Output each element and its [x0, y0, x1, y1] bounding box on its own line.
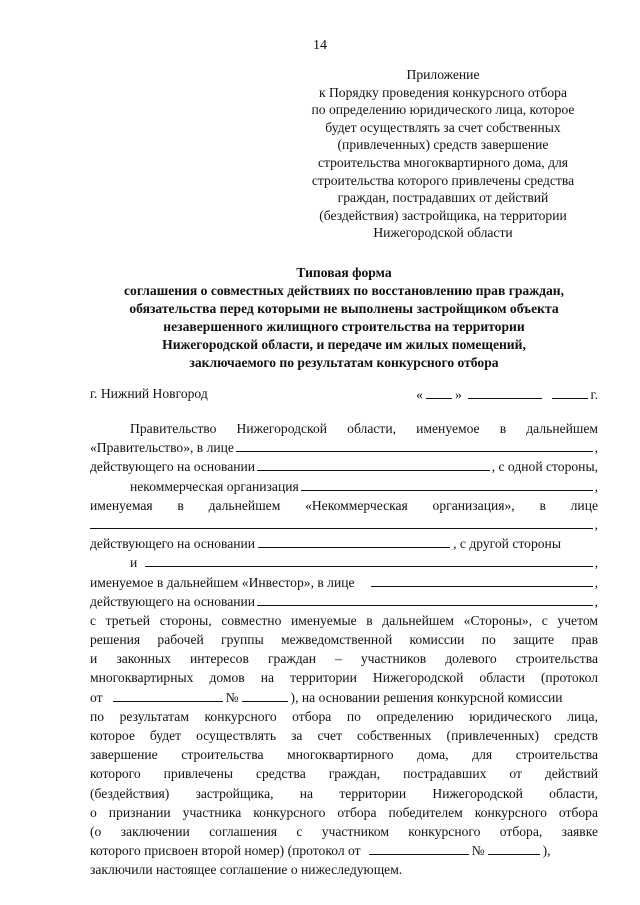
- title-line: обязательства перед которыми не выполнены застройщиком объекта: [129, 301, 559, 316]
- body-line: [90, 534, 598, 553]
- body-line: [90, 592, 598, 611]
- text: ,: [594, 555, 598, 571]
- organization-blank[interactable]: [301, 478, 593, 491]
- protocol-number-blank[interactable]: [488, 842, 540, 855]
- body-line: (о заключении соглашения с участником конкурсного отбора, заявке: [90, 823, 598, 839]
- body-line: [90, 515, 598, 534]
- title-line: соглашения о совместных действиях по восстановлению прав граждан,: [123, 283, 564, 298]
- body-line: [90, 688, 598, 707]
- text: которого присвоен второй номер) (протокол от: [90, 843, 361, 859]
- body-line: и законных интересов граждан – участников долевого строительства: [90, 651, 598, 667]
- quote-close: »: [454, 387, 462, 402]
- year-blank[interactable]: [552, 386, 588, 399]
- body-line: [90, 477, 598, 496]
- appendix-block: [288, 66, 598, 242]
- body-line: которое будет осуществлять за счет собственных (привлеченных) средств: [90, 728, 598, 743]
- title-line: незавершенного жилищного строительства на территории: [163, 319, 525, 334]
- appendix-line: Нижегородской области: [373, 225, 513, 241]
- body-line: [90, 841, 598, 860]
- basis-blank[interactable]: [258, 535, 450, 548]
- basis-blank[interactable]: [257, 593, 593, 606]
- month-blank[interactable]: [468, 386, 542, 399]
- text: №: [471, 843, 485, 859]
- agreement-body: [90, 419, 598, 880]
- representative-blank[interactable]: [371, 574, 593, 587]
- place: г. Нижний Новгород: [90, 386, 208, 401]
- appendix-line: будет осуществлять за счет собственных: [325, 119, 561, 135]
- text: действующего на основании: [90, 536, 256, 552]
- title-line: Нижегородской области, и передаче им жилых помещений,: [162, 337, 526, 352]
- body-line: [90, 553, 598, 572]
- text: именуемое в дальнейшем «Инвестор», в лице: [90, 574, 355, 590]
- title-line: заключаемого по результатам конкурсного отбора: [189, 355, 499, 370]
- text: ,: [594, 574, 598, 590]
- text: и: [130, 555, 138, 571]
- appendix-line: граждан, пострадавших от действий: [337, 190, 549, 206]
- body-line: завершение строительства многоквартирного дома, для строительства: [90, 747, 598, 763]
- body-line: [90, 438, 598, 457]
- body-line: которого привлечены средства граждан, пострадавших от действий: [90, 766, 598, 782]
- document-title: [90, 264, 598, 372]
- date-field: [416, 386, 598, 403]
- year-suffix: г.: [590, 387, 598, 402]
- appendix-line: строительства которого привлечены средства: [311, 172, 575, 188]
- body-line: (бездействия) застройщика, на территории Нижегородской области,: [90, 785, 598, 801]
- place-date-line: [90, 386, 598, 402]
- text: ),: [542, 843, 551, 859]
- appendix-line: строительства многоквартирного дома, для: [317, 154, 569, 170]
- representative-blank[interactable]: [236, 439, 593, 452]
- protocol-date-blank[interactable]: [113, 689, 223, 702]
- text: ,: [594, 516, 598, 532]
- text: действующего на основании: [90, 459, 256, 475]
- text: ,: [594, 440, 598, 456]
- text: действующего на основании: [90, 593, 256, 609]
- text: , с другой стороны: [453, 536, 561, 552]
- appendix-line: (бездействия) застройщика, на территории: [319, 207, 567, 223]
- investor-blank[interactable]: [145, 554, 592, 567]
- body-line: именуемая в дальнейшем «Некоммерческая организация», в лице: [90, 497, 598, 513]
- text: ,: [594, 478, 598, 494]
- text: ), на основании решения конкурсной комиссии: [290, 689, 563, 705]
- protocol-date-blank[interactable]: [369, 842, 469, 855]
- title-line: Типовая форма: [296, 265, 392, 280]
- appendix-line: (привлеченных) средств завершение: [337, 137, 549, 153]
- text: №: [225, 689, 239, 705]
- page-number: 14: [313, 38, 327, 53]
- body-line: по результатам конкурсного отбора по определению юридического лица,: [90, 708, 598, 724]
- appendix-line: по определению юридического лица, которое: [311, 102, 575, 118]
- text: ,: [594, 593, 598, 609]
- body-line: заключили настоящее соглашение о нижеследующем.: [90, 862, 403, 878]
- representative-blank[interactable]: [90, 516, 593, 529]
- quote-open: «: [416, 387, 423, 402]
- body-line: [90, 573, 598, 592]
- body-line: [90, 457, 598, 476]
- appendix-line: к Порядку проведения конкурсного отбора: [318, 84, 568, 100]
- text: «Правительство», в лице: [90, 440, 234, 456]
- text: от: [90, 689, 103, 705]
- text: , с одной стороны,: [491, 459, 598, 475]
- body-line: о признании участника конкурсного отбора победителем конкурсного отбора: [90, 804, 598, 820]
- protocol-number-blank[interactable]: [242, 689, 288, 702]
- appendix-line: Приложение: [406, 67, 480, 82]
- body-line: многоквартирных домов на территории Нижегородской области (протокол: [90, 670, 598, 686]
- body-line: Правительство Нижегородской области, именуемое в дальнейшем: [130, 421, 598, 436]
- body-line: с третьей стороны, совместно именуемые в дальнейшем «Стороны», с учетом: [90, 612, 598, 628]
- basis-blank[interactable]: [257, 458, 490, 471]
- body-line: решения рабочей группы межведомственной комиссии по защите прав: [90, 632, 598, 648]
- day-blank[interactable]: [426, 386, 452, 399]
- text: некоммерческая организация: [130, 478, 299, 494]
